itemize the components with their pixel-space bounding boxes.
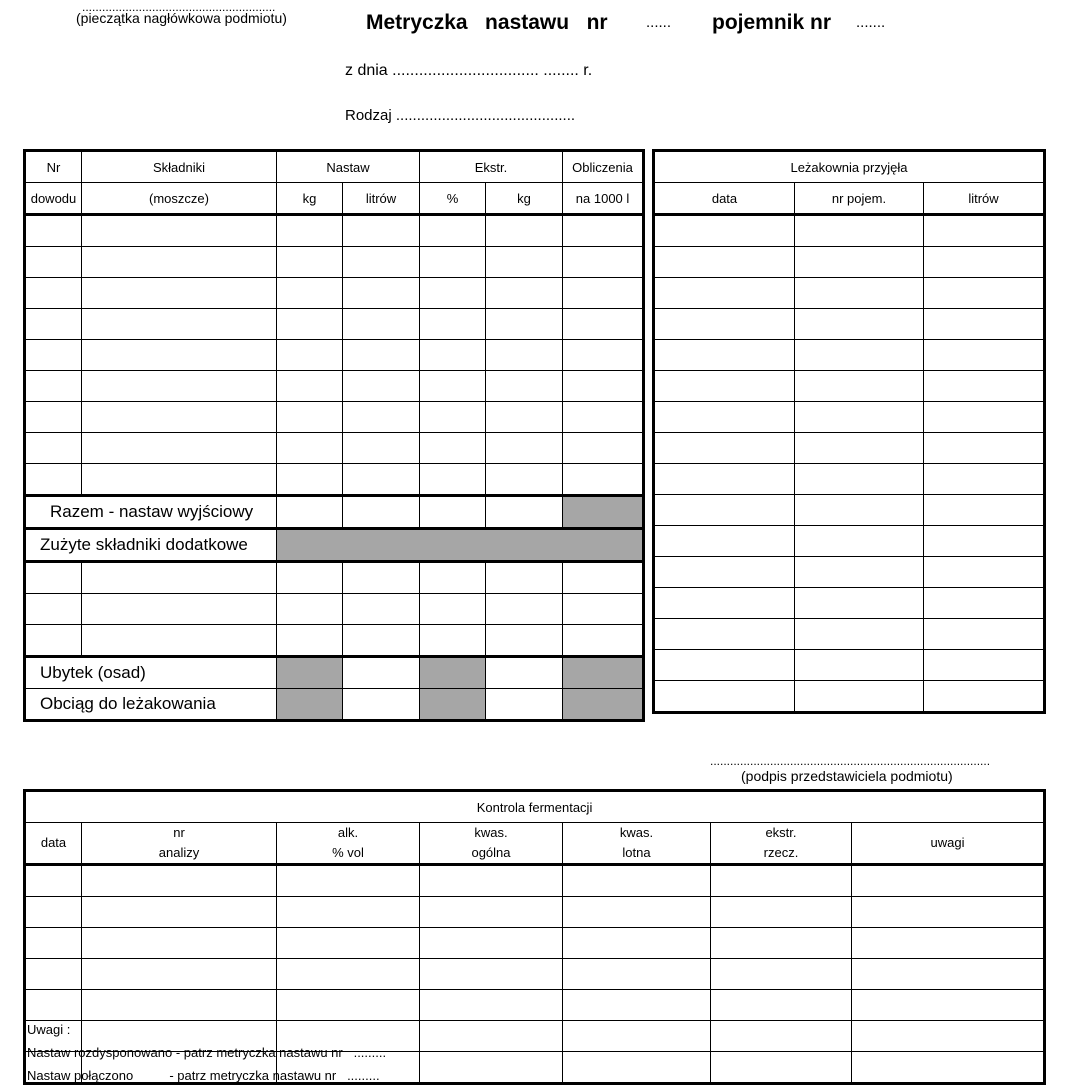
container-number-dots: .......	[856, 14, 886, 31]
table-row	[654, 557, 1045, 588]
col-kg2-header: kg	[486, 183, 563, 215]
col-dowodu-header: dowodu	[25, 183, 82, 215]
table-row	[654, 619, 1045, 650]
shaded-cell	[420, 689, 486, 721]
stamp-dots: ..........................................................	[82, 0, 276, 14]
storage-table	[652, 149, 1046, 714]
storage-title: Leżakownia przyjęła	[654, 151, 1045, 183]
razem-row	[25, 496, 644, 529]
table-row	[25, 928, 1045, 959]
fermentation-title: Kontrola fermentacji	[25, 791, 1045, 823]
disposed-line: Nastaw rozdysponowano - patrz metryczka nastawu nr .........	[27, 1045, 387, 1060]
table-row	[654, 309, 1045, 340]
title-number-dots: ......	[646, 14, 672, 31]
ubytek-row	[25, 657, 644, 689]
table-row	[654, 402, 1045, 433]
table-row	[25, 433, 644, 464]
ferm-col-kwas-ogolna: kwas. ogólna	[420, 823, 563, 865]
shaded-cell	[563, 657, 644, 689]
table-row	[25, 371, 644, 402]
signature-dots: ....................................................................................	[710, 754, 991, 768]
table-row	[25, 594, 644, 625]
table-row	[654, 340, 1045, 371]
shaded-cell	[277, 689, 343, 721]
col-skladniki-header: Składniki	[82, 151, 277, 183]
col-nastaw-header: Nastaw	[277, 151, 420, 183]
table-row	[25, 625, 644, 657]
table-row	[25, 959, 1045, 990]
table-row	[25, 464, 644, 496]
storage-col-data: data	[654, 183, 795, 215]
table-row	[25, 402, 644, 433]
table-row	[654, 464, 1045, 495]
main-table	[23, 149, 645, 722]
table-row	[654, 650, 1045, 681]
col-ekstr-header: Ekstr.	[420, 151, 563, 183]
remarks-label: Uwagi :	[27, 1022, 71, 1037]
ferm-col-kwas-lotna: kwas. lotna	[563, 823, 711, 865]
signature-caption: (podpis przedstawiciela podmiotu)	[741, 768, 953, 784]
shaded-cell	[563, 689, 644, 721]
shaded-cell	[277, 657, 343, 689]
table-row	[25, 309, 644, 340]
table-row	[654, 433, 1045, 464]
table-row	[654, 681, 1045, 713]
table-row	[25, 215, 644, 247]
storage-col-nrpoj: nr pojem.	[795, 183, 924, 215]
col-percent-header: %	[420, 183, 486, 215]
table-row	[654, 278, 1045, 309]
col-moszcze-header: (moszcze)	[82, 183, 277, 215]
obciag-row	[25, 689, 644, 721]
table-row	[654, 247, 1045, 278]
col-kg-header: kg	[277, 183, 343, 215]
table-row	[654, 371, 1045, 402]
shaded-cell	[563, 496, 644, 529]
shaded-cell	[277, 529, 644, 562]
col-obliczenia-header: Obliczenia	[563, 151, 644, 183]
ferm-col-alk: alk. % vol	[277, 823, 420, 865]
col-litrow-header: litrów	[343, 183, 420, 215]
fermentation-table	[23, 789, 1046, 1085]
ferm-col-nr-analizy: nr analizy	[82, 823, 277, 865]
ferm-col-ekstr-rzecz: ekstr. rzecz.	[711, 823, 852, 865]
container-label: pojemnik nr	[712, 11, 832, 34]
col-na1000-header: na 1000 l	[563, 183, 644, 215]
storage-col-litrow: litrów	[924, 183, 1045, 215]
table-row	[25, 990, 1045, 1021]
table-row	[25, 897, 1045, 928]
table-row	[654, 215, 1045, 247]
table-row	[25, 340, 644, 371]
table-row	[25, 562, 644, 594]
kind-line: Rodzaj ...........................................	[345, 107, 576, 124]
zuzyte-label: Zużyte składniki dodatkowe	[25, 529, 277, 562]
date-line: z dnia ................................. ........ r.	[345, 62, 593, 79]
col-nr-header: Nr	[25, 151, 82, 183]
zuzyte-row	[25, 529, 644, 562]
obciag-label: Obciąg do leżakowania	[25, 689, 277, 721]
table-row	[25, 247, 644, 278]
ferm-col-uwagi: uwagi	[852, 823, 1045, 865]
table-row	[25, 278, 644, 309]
table-row	[654, 495, 1045, 526]
razem-label: Razem - nastaw wyjściowy	[25, 496, 277, 529]
table-row	[25, 865, 1045, 897]
form-title: Metryczka nastawu nr	[366, 11, 608, 34]
ferm-col-data: data	[25, 823, 82, 865]
ubytek-label: Ubytek (osad)	[25, 657, 277, 689]
merged-line: Nastaw połączono - patrz metryczka nastawu nr .........	[27, 1068, 380, 1083]
shaded-cell	[420, 657, 486, 689]
table-row	[654, 526, 1045, 557]
stamp-caption: (pieczątka nagłówkowa podmiotu)	[76, 10, 287, 26]
table-row	[654, 588, 1045, 619]
